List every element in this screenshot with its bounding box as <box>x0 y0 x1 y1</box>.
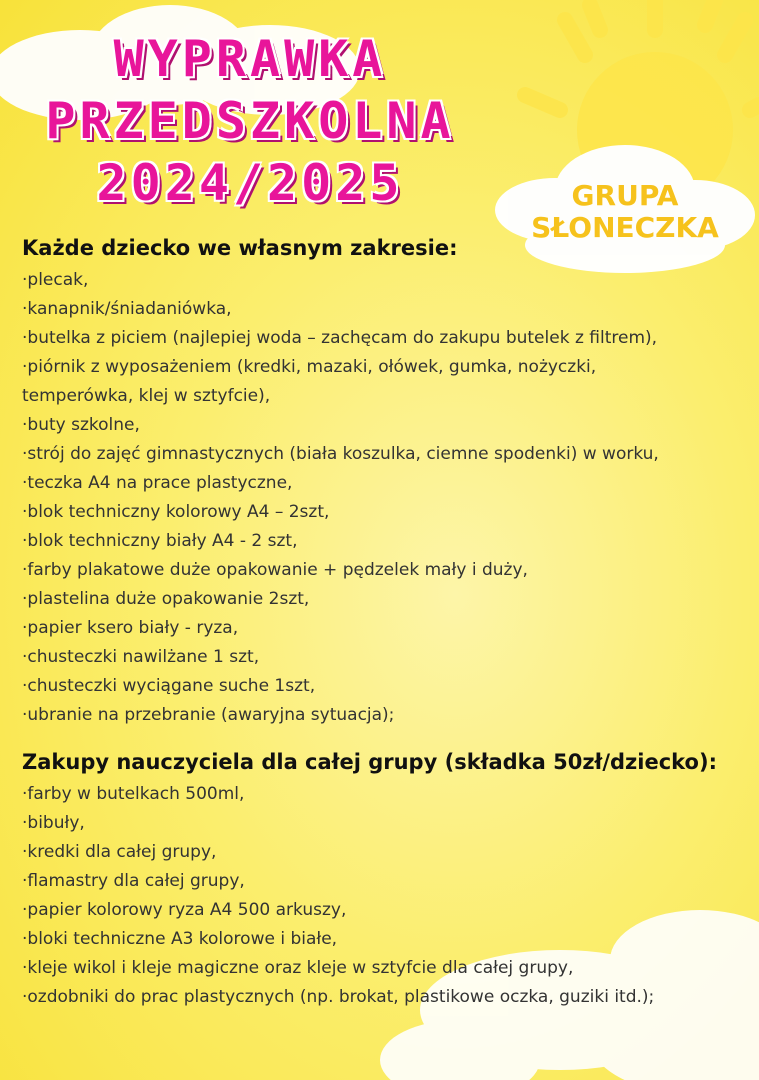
list-item: ·kredki dla całej grupy, <box>22 842 217 862</box>
list-item: ·piórnik z wyposażeniem (kredki, mazaki, ołówek, gumka, nożyczki, temperówka, klej w sztyfcie), <box>22 357 597 406</box>
list-item: ·papier ksero biały - ryza, <box>22 618 239 638</box>
list-item: ·kleje wikol i kleje magiczne oraz kleje w sztyfcie dla całej grupy, <box>22 958 574 978</box>
list-item: ·blok techniczny kolorowy A4 – 2szt, <box>22 502 330 522</box>
section1-list <box>22 266 759 730</box>
page-title <box>0 28 500 214</box>
list-item: ·teczka A4 na prace plastyczne, <box>22 473 293 493</box>
supply-list <box>22 236 759 1012</box>
list-item: ·bibuły, <box>22 813 85 833</box>
title-line: WYPRAWKA <box>113 30 387 88</box>
list-item: ·farby w butelkach 500ml, <box>22 784 245 804</box>
list-item: ·chusteczki nawilżane 1 szt, <box>22 647 260 667</box>
list-item: ·flamastry dla całej grupy, <box>22 871 245 891</box>
section-heading: Każde dziecko we własnym zakresie: <box>22 236 458 260</box>
list-item: ·blok techniczny biały A4 - 2 szt, <box>22 531 298 551</box>
section2-list <box>22 780 759 1012</box>
list-item: ·ozdobniki do prac plastycznych (np. brokat, plastikowe oczka, guziki itd.); <box>22 987 655 1007</box>
list-item: ·ubranie na przebranie (awaryjna sytuacja); <box>22 705 395 725</box>
teacher-section <box>22 750 759 1012</box>
title-line: 2024/2025 <box>96 154 404 212</box>
section-heading: Zakupy nauczyciela dla całej grupy (składka 50zł/dziecko): <box>22 750 717 774</box>
list-item: ·farby plakatowe duże opakowanie + pędzelek mały i duży, <box>22 560 528 580</box>
group-badge <box>510 180 740 244</box>
list-item: ·chusteczki wyciągane suche 1szt, <box>22 676 316 696</box>
title-line: PRZEDSZKOLNA <box>45 92 455 150</box>
list-item: ·kanapnik/śniadaniówka, <box>22 299 232 319</box>
list-item: ·plecak, <box>22 270 89 290</box>
list-item: ·papier kolorowy ryza A4 500 arkuszy, <box>22 900 347 920</box>
group-line: GRUPA <box>571 179 679 212</box>
list-item: ·butelka z piciem (najlepiej woda – zachęcam do zakupu butelek z filtrem), <box>22 328 658 348</box>
list-item: ·buty szkolne, <box>22 415 140 435</box>
list-item: ·bloki techniczne A3 kolorowe i białe, <box>22 929 338 949</box>
list-item: ·plastelina duże opakowanie 2szt, <box>22 589 310 609</box>
list-item: ·strój do zajęć gimnastycznych (biała koszulka, ciemne spodenki) w worku, <box>22 444 659 464</box>
group-line: SŁONECZKA <box>531 211 719 244</box>
